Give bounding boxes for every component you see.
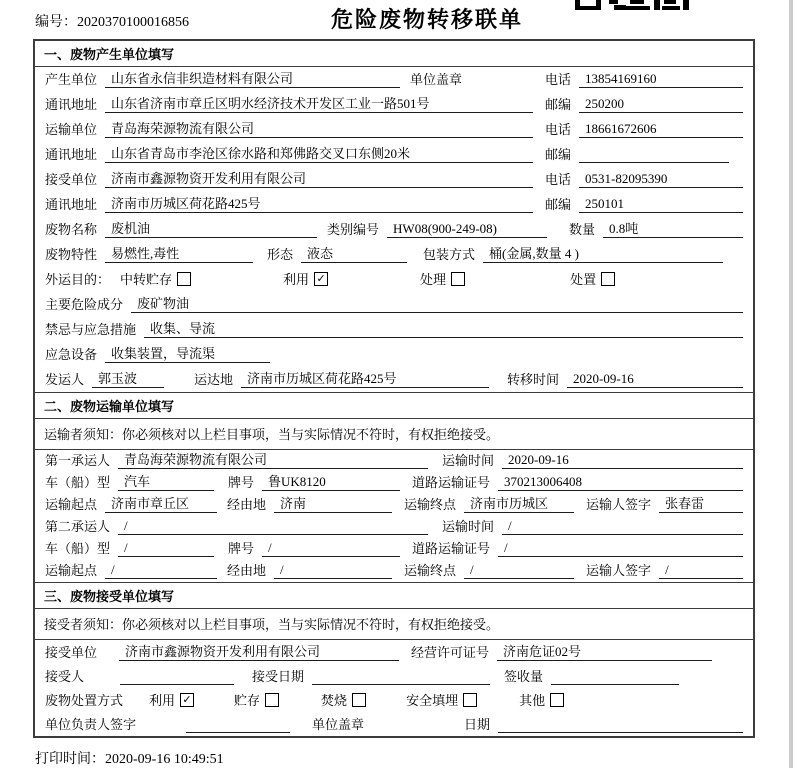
vehicle-type-label: 车（船）型: [45, 541, 111, 556]
first-endpoint-field: 济南市历城区: [464, 493, 574, 513]
receiver-unit-label: 接受单位: [45, 172, 98, 187]
disposal-option-other: 其他: [519, 690, 564, 709]
received-quantity-field: [551, 669, 679, 685]
shipper-label: 发运人: [45, 372, 85, 387]
scrollbar-track[interactable]: [789, 0, 793, 768]
phone-label: 电话: [545, 72, 572, 87]
disposal-storage-checkbox: [265, 693, 279, 707]
disposal-option-incinerate: 焚烧: [321, 690, 366, 709]
producer-phone-field: 13854169160: [579, 71, 743, 88]
purpose-option-transfer-storage: 中转贮存: [120, 269, 191, 288]
emergency-equipment-field: 收集装置，导流渠: [105, 343, 270, 363]
serial-value: 2020370100016856: [77, 15, 189, 30]
serial-label: 编号：: [35, 15, 77, 30]
first-route-row: [35, 494, 753, 516]
emergency-measures-row: [35, 317, 753, 342]
transport-address-row: [35, 142, 753, 167]
receiver-unit-row: [35, 167, 753, 192]
second-via-field: /: [274, 562, 392, 579]
disposal-method-row: [35, 688, 753, 712]
waste-name-label: 废物名称: [45, 222, 98, 237]
emergency-measures-field: 收集、导流: [144, 318, 743, 338]
transport-zip-field: [579, 147, 729, 163]
hazard-components-field: 废矿物油: [131, 293, 743, 313]
receiver-unit-field: 济南市鑫源物资开发利用有限公司: [105, 168, 533, 188]
origin-label: 运输起点: [45, 497, 98, 512]
responsible-signature-label: 单位负责人签字: [45, 717, 137, 732]
second-vehicle-row: [35, 538, 753, 560]
second-transporter-signature-field: /: [659, 562, 743, 579]
producer-label: 产生单位: [45, 72, 98, 87]
plate-number-label: 牌号: [228, 541, 255, 556]
emergency-measures-label: 禁忌与应急措施: [45, 322, 137, 337]
road-permit-label: 道路运输证号: [412, 475, 491, 490]
receiver-zip-field: 250101: [579, 196, 743, 213]
transport-unit-row: [35, 117, 753, 142]
origin-label: 运输起点: [45, 563, 98, 578]
transfer-storage-checkbox: [177, 272, 191, 286]
first-carrier-label: 第一承运人: [45, 453, 111, 468]
quantity-field: 0.8吨: [603, 218, 743, 238]
disposal-option-utilize: 利用 ✓: [149, 690, 194, 709]
second-carrier-field: /: [118, 518, 428, 535]
accept-date-field: [312, 669, 490, 685]
purpose-option-dispose: 处置: [570, 269, 615, 288]
first-road-permit-field: 370213006408: [498, 474, 743, 491]
purpose-option-utilize: 利用 ✓: [283, 269, 328, 288]
business-permit-field: 济南危证02号: [497, 641, 712, 661]
hazard-components-label: 主要危险成分: [45, 297, 124, 312]
transport-time-label: 运输时间: [442, 453, 495, 468]
second-road-permit-field: /: [498, 540, 743, 557]
zip-label: 邮编: [545, 197, 572, 212]
disposal-option-storage: 贮存: [234, 690, 279, 709]
transport-phone-field: 18661672606: [579, 121, 743, 138]
via-label: 经由地: [227, 497, 267, 512]
emergency-equipment-label: 应急设备: [45, 347, 98, 362]
transfer-time-field: 2020-09-16: [567, 371, 743, 388]
second-route-row: [35, 560, 753, 582]
address-label: 通讯地址: [45, 147, 98, 162]
transport-unit-label: 运输单位: [45, 122, 98, 137]
acceptor-row: [35, 664, 753, 688]
print-time-line: [35, 748, 224, 768]
qr-code-fragment: [575, 0, 689, 10]
transport-address-field: 山东省青岛市李沧区徐水路和郑佛路交叉口东侧20米: [105, 143, 533, 163]
via-label: 经由地: [227, 563, 267, 578]
destination-field: 济南市历城区荷花路425号: [241, 368, 489, 388]
acceptor-label: 接受人: [45, 669, 85, 684]
acceptor-field: [120, 669, 234, 685]
hazard-components-row: [35, 292, 753, 317]
phone-label: 电话: [545, 122, 572, 137]
form-state-field: 液态: [301, 243, 407, 263]
accept-date-label: 接受日期: [252, 669, 305, 684]
second-carrier-row: [35, 516, 753, 538]
disposal-utilize-checkbox: ✓: [180, 693, 194, 707]
zip-label: 邮编: [545, 97, 572, 112]
first-vehicle-type-field: 汽车: [118, 471, 214, 491]
form-state-label: 形态: [267, 247, 294, 262]
receiver-address-row: [35, 192, 753, 217]
endpoint-label: 运输终点: [404, 497, 457, 512]
receiver-phone-field: 0531-82095390: [579, 171, 743, 188]
producer-field: 山东省永信非织造材料有限公司: [105, 68, 400, 88]
transporter-signature-label: 运输人签字: [586, 497, 652, 512]
receiver-address-field: 济南市历城区荷花路425号: [105, 193, 533, 213]
producer-address-field: 山东省济南市章丘区明水经济技术开发区工业一路501号: [105, 93, 533, 113]
transporter-signature-label: 运输人签字: [586, 563, 652, 578]
purpose-row: [35, 267, 753, 292]
quantity-label: 数量: [569, 222, 596, 237]
zip-label: 邮编: [545, 147, 572, 162]
second-transport-time-field: /: [502, 518, 743, 535]
waste-traits-label: 废物特性: [45, 247, 98, 262]
second-endpoint-field: /: [464, 562, 574, 579]
producer-row: [35, 67, 753, 92]
packing-label: 包装方式: [423, 247, 476, 262]
second-origin-field: /: [105, 562, 217, 579]
first-carrier-row: [35, 450, 753, 472]
section3-header: 三、废物接受单位填写: [35, 582, 753, 609]
destination-label: 运达地: [194, 372, 234, 387]
print-time-value: 2020-09-16 10:49:51: [105, 752, 224, 767]
disposal-incinerate-checkbox: [352, 693, 366, 707]
business-permit-label: 经营许可证号: [411, 645, 490, 660]
shipper-row: [35, 367, 753, 392]
emergency-equipment-row: [35, 342, 753, 367]
section1-header: 一、废物产生单位填写: [35, 41, 753, 67]
transfer-form: [33, 39, 755, 738]
section2-header: 二、废物运输单位填写: [35, 392, 753, 419]
page-title: 危险废物转移联单: [331, 7, 524, 32]
first-transporter-signature-field: 张春雷: [659, 493, 743, 513]
dispose-checkbox: [601, 272, 615, 286]
waste-traits-row: [35, 242, 753, 267]
first-transport-time-field: 2020-09-16: [502, 452, 743, 469]
disposal-other-checkbox: [550, 693, 564, 707]
transfer-time-label: 转移时间: [507, 372, 560, 387]
second-carrier-label: 第二承运人: [45, 519, 111, 534]
address-label: 通讯地址: [45, 97, 98, 112]
unit-seal-label: 单位盖章: [410, 72, 463, 87]
vehicle-type-label: 车（船）型: [45, 475, 111, 490]
responsible-signature-field: [186, 717, 290, 733]
disposal-method-label: 废物处置方式: [45, 693, 124, 708]
print-time-label: 打印时间：: [35, 752, 105, 767]
second-vehicle-type-field: /: [118, 540, 214, 557]
transporter-notice: 运输者须知：你必须核对以上栏目事项，当与实际情况不符时，有权拒绝接受。: [35, 419, 753, 450]
shipper-field: 郭玉波: [92, 368, 164, 388]
received-quantity-label: 签收量: [504, 669, 544, 684]
road-permit-label: 道路运输证号: [412, 541, 491, 556]
phone-label: 电话: [545, 172, 572, 187]
responsible-signature-row: [35, 712, 753, 736]
waste-name-row: [35, 217, 753, 242]
purpose-label: 外运目的：: [45, 272, 111, 287]
category-code-label: 类别编号: [327, 222, 380, 237]
utilize-checkbox: ✓: [314, 272, 328, 286]
accepting-unit-row: [35, 640, 753, 664]
treat-checkbox: [451, 272, 465, 286]
first-plate-field: 鲁UK8120: [262, 471, 400, 491]
purpose-option-treat: 处理: [420, 269, 465, 288]
address-label: 通讯地址: [45, 197, 98, 212]
packing-field: 桶(金属,数量 4 ): [483, 243, 723, 263]
producer-zip-field: 250200: [579, 96, 743, 113]
first-origin-field: 济南市章丘区: [105, 493, 217, 513]
first-carrier-field: 青岛海荣源物流有限公司: [118, 449, 428, 469]
accepting-unit-label: 接受单位: [45, 645, 98, 660]
accepting-unit-field: 济南市鑫源物资开发利用有限公司: [119, 641, 399, 661]
producer-address-row: [35, 92, 753, 117]
first-via-field: 济南: [274, 493, 392, 513]
plate-number-label: 牌号: [228, 475, 255, 490]
serial-number-line: [35, 11, 189, 31]
disposal-landfill-checkbox: [463, 693, 477, 707]
second-plate-field: /: [262, 540, 400, 557]
transport-time-label: 运输时间: [442, 519, 495, 534]
waste-name-field: 废机油: [105, 218, 317, 238]
category-code-field: HW08(900-249-08): [387, 221, 547, 238]
unit-seal-label: 单位盖章: [312, 717, 365, 732]
receiver-notice: 接受者须知：你必须核对以上栏目事项，当与实际情况不符时，有权拒绝接受。: [35, 609, 753, 640]
first-vehicle-row: [35, 472, 753, 494]
disposal-option-landfill: 安全填埋: [406, 690, 477, 709]
waste-traits-field: 易燃性,毒性: [105, 243, 253, 263]
date-label: 日期: [464, 717, 491, 732]
date-field: [498, 717, 743, 733]
endpoint-label: 运输终点: [404, 563, 457, 578]
transport-unit-field: 青岛海荣源物流有限公司: [105, 118, 533, 138]
